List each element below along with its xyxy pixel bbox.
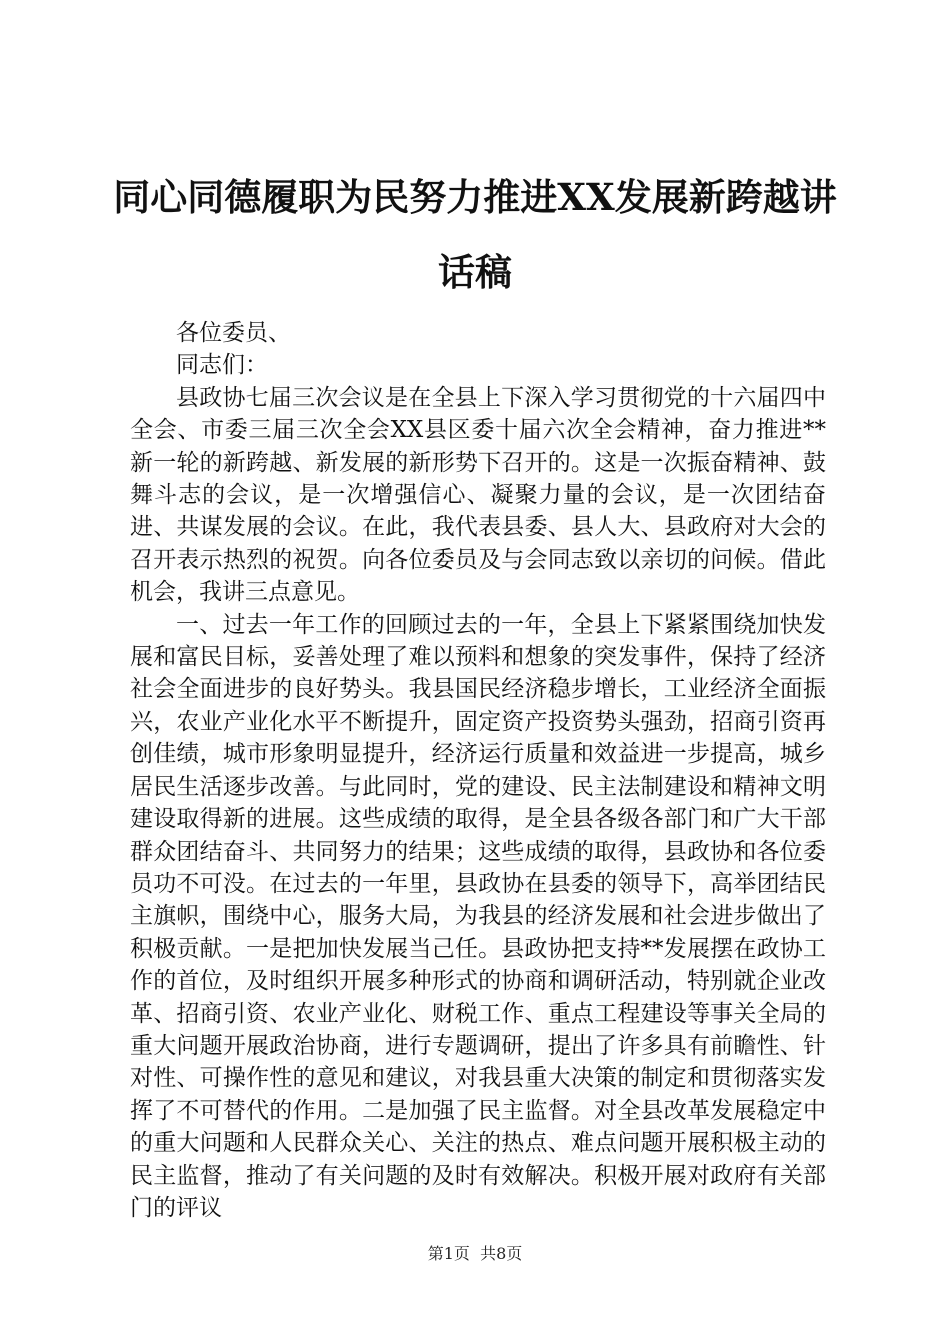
body-paragraph-2: 一、过去一年工作的回顾过去的一年，全县上下紧紧围绕加快发展和富民目标，妥善处理了难以预料和想象的突发事件，保持了经济社会全面进步的良好势头。我县国民经济稳步增长，工业经济全面振兴，农业产业化水平不断提升，固定资产投资势头强劲，招商引资再创佳绩，城市形象明显提升，经济运行质量和效益进一步提高，城乡居民生活逐步改善。与此同时，党的建设、民主法制建设和精神文明建设取得新的进展。这些成绩的取得，是全县各级各部门和广大干部群众团结奋斗、共同努力的结果；这些成绩的取得，县政协和各位委员功不可没。在过去的一年里，县政协在县委的领导下，高举团结民主旗帜，围绕中心，服务大局，为我县的经济发展和社会进步做出了积极贡献。一是把加快发展当己任。县政协把支持**发展摆在政协工作的首位，及时组织开展多种形式的协商和调研活动，特别就企业改革、招商引资、农业产业化、财税工作、重点工程建设等事关全局的重大问题开展政治协商，进行专题调研，提出了许多具有前瞻性、针对性、可操作性的意见和建议，对我县重大决策的制定和贯彻落实发挥了不可替代的作用。二是加强了民主监督。对全县改革发展稳定中的重大问题和人民群众关心、关注的热点、难点问题开展积极主动的民主监督，推动了有关问题的及时有效解决。积极开展对政府有关部门的评议 bbox=[130, 611, 826, 1221]
title-line-1: 同心同德履职为民努力推进XX发展新跨越讲 bbox=[113, 175, 837, 219]
body-paragraph-1: 县政协七届三次会议是在全县上下深入学习贯彻党的十六届四中全会、市委三届三次全会XX县区委十届六次全会精神，奋力推进**新一轮的新跨越、新发展的新形势下召开的。这是一次振奋精神、鼓舞斗志的会议，是一次增强信心、凝聚力量的会议，是一次团结奋进、共谋发展的会议。在此，我代表县委、县人大、县政府对大会的召开表示热烈的祝贺。向各位委员及与会同志致以亲切的问候。借此机会，我讲三点意见。 bbox=[130, 384, 826, 606]
page-number-total: 共8页 bbox=[480, 1244, 523, 1263]
document-title bbox=[100, 160, 850, 310]
title-line-2: 话稿 bbox=[438, 250, 512, 294]
page-number-current: 第1页 bbox=[427, 1244, 470, 1263]
salutation-line-2: 同志们： bbox=[176, 352, 268, 379]
page-footer bbox=[0, 1244, 950, 1264]
salutation-line-1: 各位委员、 bbox=[176, 320, 291, 346]
document-body bbox=[130, 317, 826, 1224]
